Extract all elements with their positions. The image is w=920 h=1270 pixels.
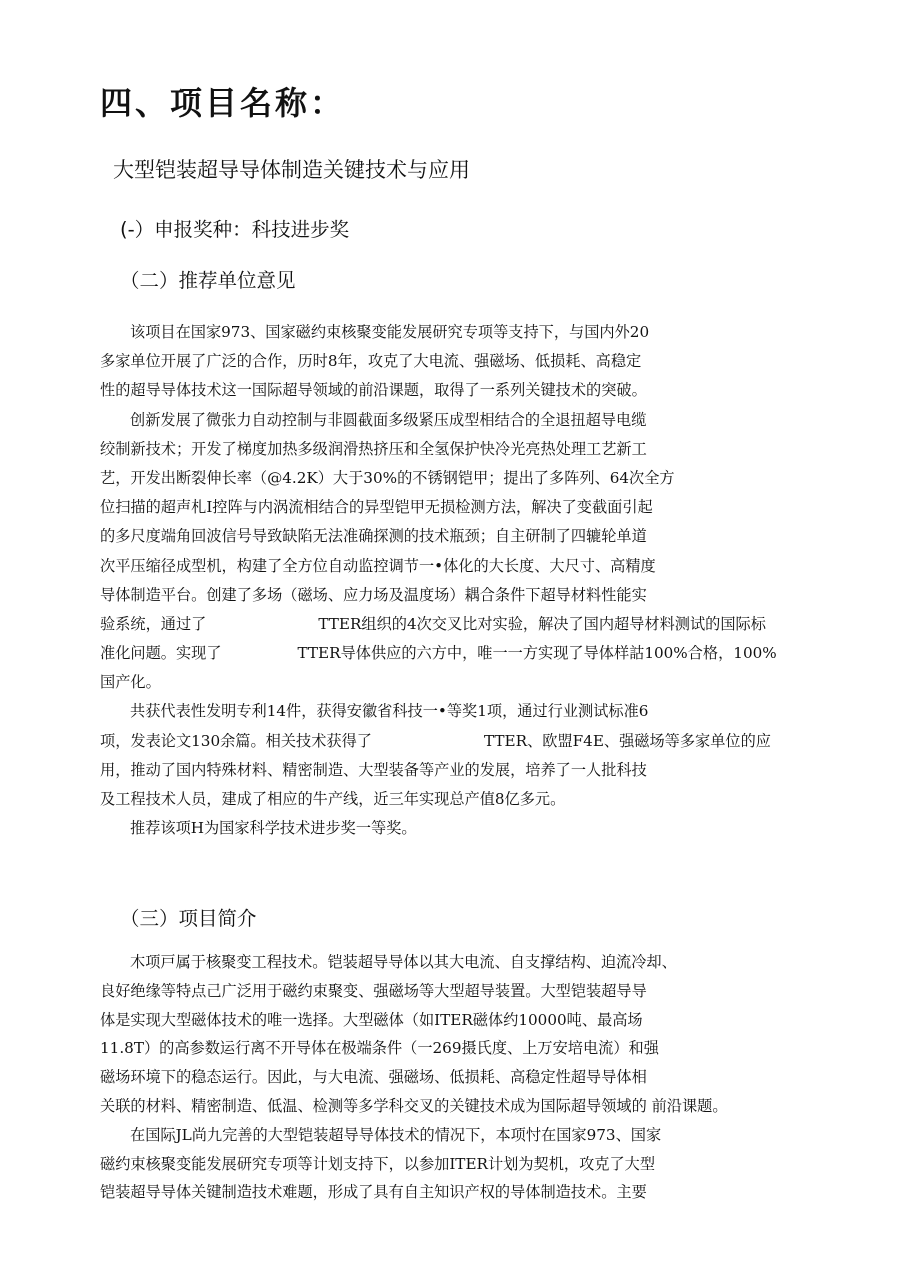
text-fragment: TTER、欧盟F4E、强磁场等多家单位的应 [484, 731, 771, 750]
text-line: 位扫描的超声札I控阵与内涡流相结合的异型铠甲无损检测方法，解决了变截面引起 [100, 498, 653, 517]
text-line: 创新发展了微张力自动控制与非圆截面多级紧压成型相结合的全退扭超导电缆 [130, 410, 647, 429]
recommender-opinion-heading: （二）推荐单位意见 [120, 269, 296, 292]
text-line: 多家单位开展了广泛的合作，历时8年，攻克了大电流、强磁场、低损耗、高稳定 [100, 352, 642, 371]
project-intro-heading: （三）项目简介 [120, 907, 257, 930]
text-fragment: 项，发表论文130余篇。相关技术获得了 [100, 731, 372, 750]
text-line: 关联的材料、精密制造、低温、检测等多学科交叉的关键技术成为国际超导领域的 前沿课题。 [100, 1096, 728, 1115]
text-line [100, 727, 830, 756]
text-line: 国产化。 [100, 673, 161, 692]
text-fragment: 准化问题。实现了 [100, 644, 222, 663]
project-title: 大型铠装超导导体制造关键技术与应用 [113, 158, 470, 182]
text-line: 绞制新技术；开发了梯度加热多级润滑热挤压和全氢保护快冷光亮热处理工艺新工 [100, 439, 647, 458]
award-category-heading: (-）申报奖种：科技进步奖 [120, 218, 350, 241]
text-line: 木项戸属于核聚变工程技术。铠装超导导体以其大电流、自支撑结构、迫流冷却、 [130, 953, 677, 971]
text-line: 11.8T）的高参数运行离不开导体在极端条件（一269摄氏度、上万安培电流）和强 [100, 1039, 659, 1058]
text-line: 磁场环境下的稳态运行。因此，与大电流、强磁场、低损耗、高稳定性超导导体相 [100, 1068, 647, 1087]
text-line: 艺，开发出断裂伸长率（@4.2K）大于30%的不锈钢铠甲；提出了多阵列、64次全方 [100, 468, 675, 487]
introduction-text [100, 948, 830, 1207]
section-heading: 四、项目名称： [100, 84, 346, 122]
text-line: 铠装超导导体关键制造技术难题，形成了具有自主知识产权的导体制造技术。主要 [100, 1183, 647, 1202]
text-line: 及工程技术人员，建成了相应的牛产线，近三年实现总产值8亿多元。 [100, 790, 566, 808]
text-line: 磁约束核聚变能发展研究专项等计划支持下，以参加ITER计划为契机，攻克了大型 [100, 1154, 656, 1173]
text-line: 体是实现大型磁体技术的唯一选择。大型磁体（如ITER磁体约10000吨、最高场 [100, 1010, 643, 1029]
text-fragment: TTER导体供应的六方中，唯一一方实现了导体样詁100%合格，100% [297, 644, 777, 663]
text-line [100, 639, 830, 668]
text-line: 次平压缩径成型机，构建了全方位自动监控调节一•体化的大长度、大尺寸、高精度 [100, 556, 656, 575]
text-line: 用，推动了国内特殊材料、精密制造、大型装备等产业的发展，培养了一人批科技 [100, 760, 647, 779]
text-line: 推荐该项H为国家科学技术进步奖一等奖。 [130, 819, 417, 838]
text-line: 导体制造平台。创建了多场（磁场、应力场及温度场）耦合条件下超导材料性能实 [100, 585, 647, 604]
text-line [100, 610, 830, 639]
text-line: 性的超导导体技术这一国际超导领域的前沿课题，取得了一系列关键技术的突破。 [100, 381, 647, 400]
text-fragment: TTER组织的4次交叉比对实验，解决了国内超导材料测试的国际标 [318, 614, 766, 633]
text-line: 该项目在国家973、国家磁约束核聚变能发展研究专项等支持下，与国内外20 [130, 323, 650, 341]
recommendation-text [100, 318, 830, 843]
text-line: 在国际JL尚九完善的大型铠装超导导体技术的情况下，本项忖在国家973、国家 [130, 1125, 662, 1144]
text-line: 共获代表性发明专利14件，获得安徽省科技一•等奖1项，通过行业测试标准6 [130, 702, 649, 721]
text-fragment: 验系统，通过了 [100, 614, 207, 633]
text-line: 的多尺度端角回波信号导致缺陷无法准确探测的技术瓶颈；自主研制了四辘轮单道 [100, 527, 647, 546]
text-line: 良好绝缘等特点己广泛用于磁约束聚变、强磁场等大型超导装置。大型铠装超导导 [100, 981, 647, 1000]
